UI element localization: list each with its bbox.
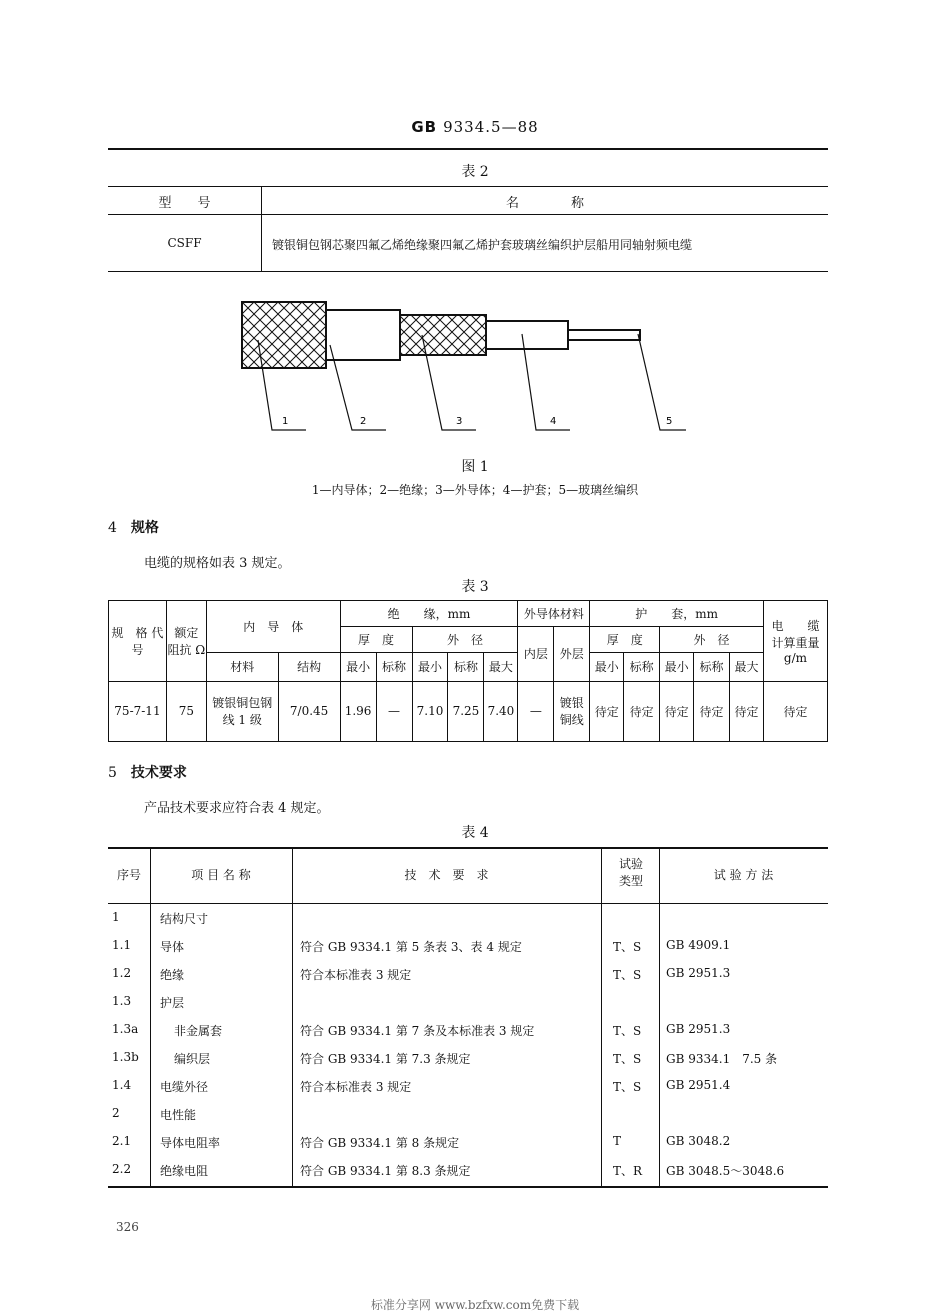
- table2-top-rule: [108, 186, 828, 187]
- t3-h-ins: 绝 缘，mm: [340, 601, 518, 627]
- header-rule: [108, 148, 828, 150]
- t3-h-min: 最小: [590, 653, 624, 681]
- table-row: [108, 1100, 828, 1128]
- t3-j-od-max: 待定: [730, 681, 764, 741]
- t3-h-min: 最小: [660, 653, 694, 681]
- t3-h-jk-od: 外 径: [660, 627, 764, 653]
- table-row: [108, 988, 828, 1016]
- table2-name: 镀银铜包钢芯聚四氟乙烯绝缘聚四氟乙烯护套玻璃丝编织护层船用同轴射频电缆: [272, 238, 693, 252]
- t4-type: T、R: [613, 1164, 643, 1178]
- t4-req: 符合本标准表 3 规定: [300, 968, 412, 982]
- t4-h-item: 项 目 名 称: [191, 868, 251, 882]
- table2-caption: 表 2: [461, 164, 489, 180]
- figure1-caption: 图 1: [461, 459, 489, 475]
- t4-no: 1.4: [112, 1078, 132, 1092]
- t3-h-spec: 规 格 代 号: [109, 601, 167, 682]
- t3-weight: 待定: [763, 681, 827, 741]
- t4-req: 符合 GB 9334.1 第 8.3 条规定: [300, 1164, 471, 1178]
- t4-no: 1.1: [112, 938, 132, 952]
- t3-material: 镀银铜包钢线 1 级: [206, 681, 278, 741]
- table2-header-rule: [108, 214, 828, 215]
- fig-label-3: 3: [456, 416, 463, 427]
- t4-no: 1.3: [112, 994, 132, 1008]
- table-row: [108, 1016, 828, 1044]
- table3: [108, 600, 828, 742]
- t4-item: 电缆外径: [160, 1080, 209, 1094]
- t3-h-structure: 结构: [278, 653, 340, 681]
- t3-h-min: 最小: [340, 653, 376, 681]
- fig-label-1: 5: [666, 416, 673, 427]
- t3-h-min: 最小: [412, 653, 448, 681]
- t4-req: 符合 GB 9334.1 第 7 条及本标准表 3 规定: [300, 1024, 535, 1038]
- table-row: [108, 932, 828, 960]
- t3-h-jk-thick: 厚 度: [590, 627, 660, 653]
- t4-method: GB 3048.2: [666, 1134, 731, 1148]
- t4-no: 1: [112, 910, 120, 924]
- t3-spec: 75-7-11: [109, 681, 167, 741]
- table-row: [108, 1156, 828, 1184]
- table2-col-name: 名 称: [505, 196, 584, 211]
- table-row: [108, 1128, 828, 1156]
- document-header: [0, 118, 950, 136]
- table-row: [108, 904, 828, 932]
- t4-no: 1.3a: [112, 1022, 139, 1036]
- t4-req: 符合 GB 9334.1 第 7.3 条规定: [300, 1052, 471, 1066]
- section5-text: 产品技术要求应符合表 4 规定。: [144, 801, 330, 816]
- t4-item: 绝缘电阻: [160, 1164, 209, 1178]
- t3-j-t-min: 待定: [590, 681, 624, 741]
- fig-label-5: 1: [282, 416, 289, 427]
- t4-item: 非金属套: [174, 1024, 223, 1038]
- t3-ins-t-min: 1.96: [340, 681, 376, 741]
- t3-j-od-nom: 待定: [694, 681, 730, 741]
- t3-imp: 75: [166, 681, 206, 741]
- section4-heading: [108, 517, 159, 537]
- cable-figure: [230, 290, 673, 440]
- table4-caption: 表 4: [461, 825, 489, 841]
- t3-outer-out: 镀银铜线: [554, 681, 590, 741]
- t3-outer-in: —: [518, 681, 554, 741]
- insulation-shape: [486, 321, 568, 349]
- t3-h-ins-od: 外 径: [412, 627, 518, 653]
- t3-h-nom: 标称: [694, 653, 730, 681]
- t3-h-inner-layer: 内层: [518, 627, 554, 681]
- t4-type: T、S: [613, 968, 642, 982]
- t4-type: T、S: [613, 940, 642, 954]
- table4-top-rule: [108, 847, 828, 849]
- t3-h-inner: 内 导 体: [206, 601, 340, 653]
- t3-h-max: 最大: [484, 653, 518, 681]
- t4-method: GB 9334.1 7.5 条: [666, 1052, 778, 1066]
- t3-h-outer-layer: 外层: [554, 627, 590, 681]
- t4-h-no: 序号: [116, 868, 141, 882]
- t3-structure: 7/0.45: [278, 681, 340, 741]
- t3-h-nom: 标称: [376, 653, 412, 681]
- t4-h-req: 技 术 要 求: [404, 868, 489, 882]
- outer-conductor-shape: [400, 315, 486, 355]
- t4-no: 2: [112, 1106, 120, 1120]
- t4-method: GB 2951.3: [666, 1022, 731, 1036]
- t4-no: 2.1: [112, 1134, 132, 1148]
- t4-req: 符合本标准表 3 规定: [300, 1080, 412, 1094]
- t3-h-weight: 电 缆 计算重量 g/m: [763, 601, 827, 682]
- t4-h-type: 试验 类型: [618, 857, 643, 888]
- t3-ins-od-max: 7.40: [484, 681, 518, 741]
- table-row: [108, 960, 828, 988]
- t3-h-outer-mat: 外导体材料: [518, 601, 590, 627]
- figure1-legend: 1—内导体；2—绝缘；3—外导体；4—护套；5—玻璃丝编织: [311, 483, 639, 497]
- footer-watermark: 标准分享网 www.bzfxw.com免费下载: [370, 1298, 580, 1312]
- t4-method: GB 3048.5～3048.6: [666, 1164, 785, 1178]
- t3-h-max: 最大: [730, 653, 764, 681]
- t4-item: 结构尺寸: [160, 912, 209, 926]
- t4-item: 编织层: [174, 1052, 211, 1066]
- t3-h-jacket: 护 套，mm: [590, 601, 764, 627]
- table2-col-model: 型 号: [158, 196, 211, 211]
- t3-ins-t-nom: —: [376, 681, 412, 741]
- t4-item: 导体电阻率: [160, 1136, 221, 1150]
- t3-j-t-nom: 待定: [624, 681, 660, 741]
- t4-no: 2.2: [112, 1162, 132, 1176]
- table-row: [108, 1044, 828, 1072]
- glass-braid-shape: [242, 302, 326, 368]
- section4-text: 电缆的规格如表 3 规定。: [144, 556, 291, 571]
- t4-type: T: [613, 1134, 622, 1148]
- t3-h-nom: 标称: [448, 653, 484, 681]
- t4-req: 符合 GB 9334.1 第 5 条表 3、表 4 规定: [300, 940, 522, 954]
- t4-type: T、S: [613, 1024, 642, 1038]
- t3-h-material: 材料: [206, 653, 278, 681]
- standard-number: 9334.5—88: [443, 118, 539, 136]
- section5-heading: [108, 762, 187, 782]
- t3-h-imp: 额定 阻抗 Ω: [166, 601, 206, 682]
- t4-item: 护层: [160, 996, 185, 1010]
- t4-req: 符合 GB 9334.1 第 8 条规定: [300, 1136, 460, 1150]
- fig-label-4: 2: [360, 416, 367, 427]
- t4-h-method: 试 验 方 法: [713, 868, 774, 882]
- t4-no: 1.3b: [112, 1050, 139, 1064]
- t4-item: 绝缘: [160, 968, 185, 982]
- table-row: [108, 1072, 828, 1100]
- standard-code: GB: [411, 118, 438, 136]
- fig-label-2: 4: [550, 416, 557, 427]
- t4-method: GB 4909.1: [666, 938, 731, 952]
- t3-h-ins-thick: 厚 度: [340, 627, 412, 653]
- t4-method: GB 2951.3: [666, 966, 731, 980]
- page-number: 326: [116, 1220, 139, 1234]
- inner-conductor-shape: [568, 330, 640, 340]
- section4-number: 4: [108, 520, 117, 536]
- t3-h-nom: 标称: [624, 653, 660, 681]
- table4-bottom-rule: [108, 1186, 828, 1188]
- t3-ins-od-min: 7.10: [412, 681, 448, 741]
- t4-item: 电性能: [160, 1108, 197, 1122]
- section5-title: 技术要求: [130, 765, 187, 781]
- table2-bottom-rule: [108, 271, 828, 272]
- section5-number: 5: [108, 765, 117, 781]
- table2-model: CSFF: [167, 236, 202, 250]
- section4-title: 规格: [130, 520, 159, 536]
- t4-item: 导体: [160, 940, 185, 954]
- t4-method: GB 2951.4: [666, 1078, 731, 1092]
- t3-j-od-min: 待定: [660, 681, 694, 741]
- jacket-shape: [326, 310, 400, 360]
- t4-no: 1.2: [112, 966, 132, 980]
- t3-ins-od-nom: 7.25: [448, 681, 484, 741]
- t4-type: T、S: [613, 1052, 642, 1066]
- t4-type: T、S: [613, 1080, 642, 1094]
- table3-caption: 表 3: [461, 579, 489, 595]
